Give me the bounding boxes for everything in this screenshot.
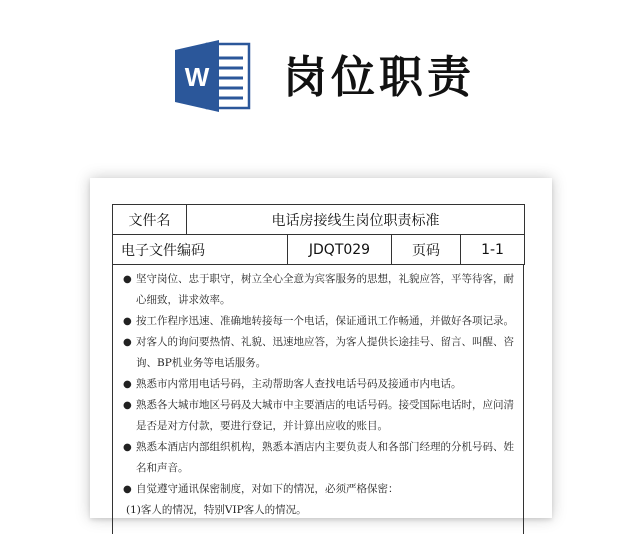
- word-icon-letter: W: [184, 62, 210, 92]
- list-item: ● 按工作程序迅速、准确地转接每一个电话，保证通讯工作畅通，并做好各项记录。: [123, 311, 515, 332]
- page-title: 岗位职责: [283, 52, 475, 103]
- sub-item: (1)客人的情况，特别VIP客人的情况。: [126, 504, 307, 516]
- duties-list: [113, 264, 523, 500]
- file-name-label: 文件名: [113, 205, 187, 235]
- list-item: ● 熟悉各大城市地区号码及大城市中主要酒店的电话号码。接受国际电话时，应问清是否是对方付款，要进行登记，并计算出应收的账目。: [123, 395, 515, 437]
- list-item: ● 坚守岗位、忠于职守，树立全心全意为宾客服务的思想，礼貌应答，平等待客，耐心细致，讲求效率。: [123, 269, 515, 311]
- list-item: ● 熟悉市内常用电话号码，主动帮助客人查找电话号码及接通市内电话。: [123, 374, 515, 395]
- word-icon: [173, 38, 253, 114]
- page-value: 1-1: [461, 235, 525, 265]
- header: [0, 0, 640, 150]
- document-page: [90, 178, 552, 518]
- list-item: ● 自觉遵守通讯保密制度，对如下的情况，必须严格保密：: [123, 479, 515, 500]
- table-row: [113, 235, 525, 265]
- document-info-table: [112, 204, 525, 265]
- table-row: [113, 205, 525, 235]
- code-label: 电子文件编码: [113, 235, 288, 265]
- code-value: JDQT029: [288, 235, 392, 265]
- page-label: 页码: [392, 235, 461, 265]
- file-name-value: 电话房接线生岗位职责标准: [187, 205, 525, 235]
- list-item: ● 对客人的询问要热情、礼貌、迅速地应答，为客人提供长途挂号、留言、叫醒、咨询、BP机业务等电话服务。: [123, 332, 515, 374]
- duties-section: [112, 264, 524, 534]
- list-item: ● 熟悉本酒店内部组织机构，熟悉本酒店内主要负责人和各部门经理的分机号码、姓名和声音。: [123, 437, 515, 479]
